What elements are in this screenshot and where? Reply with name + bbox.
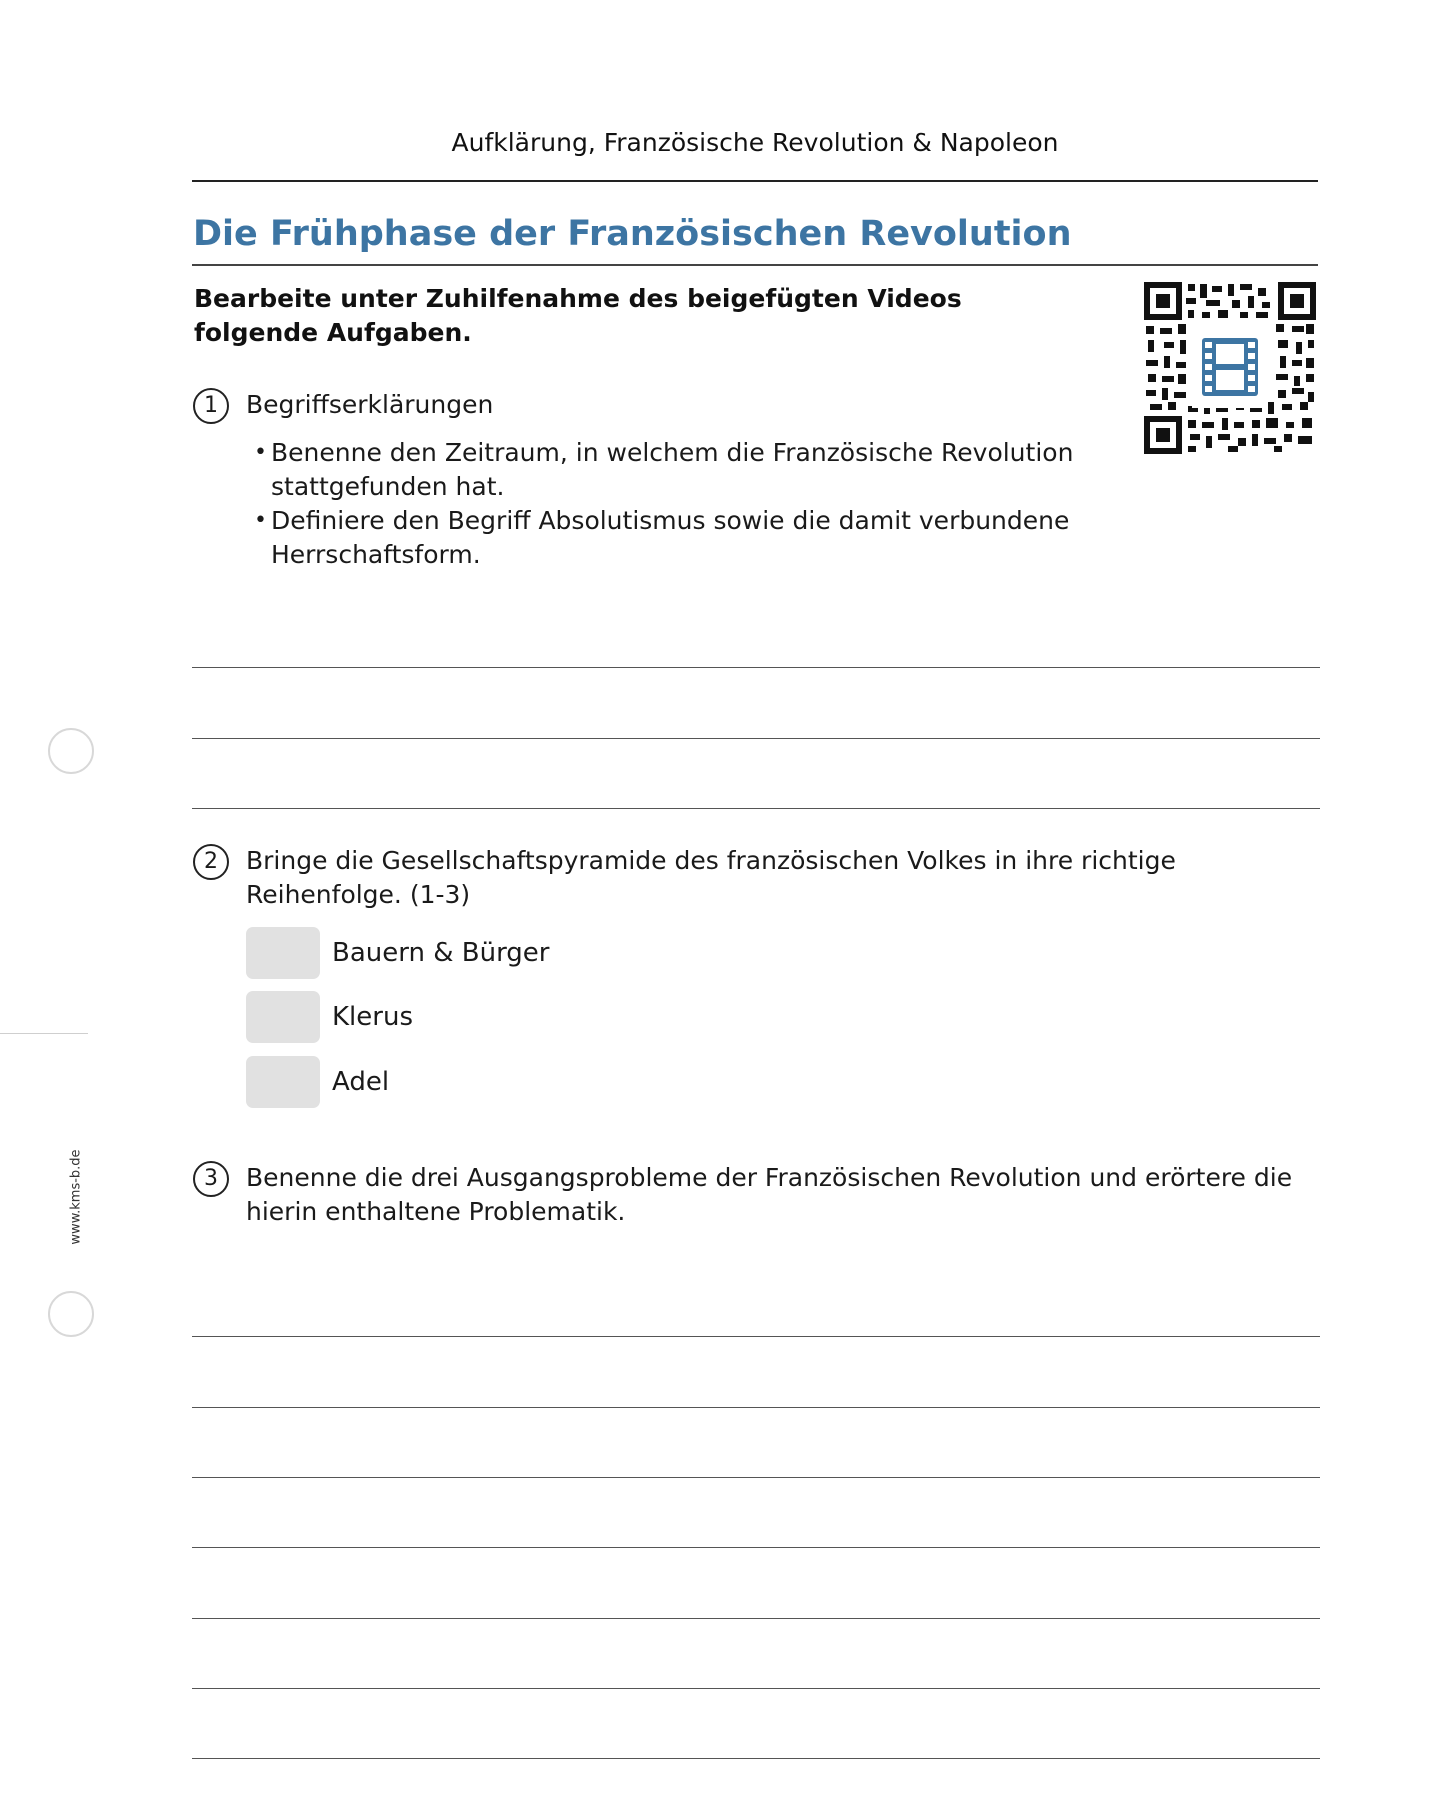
answer-line-3-6[interactable] bbox=[192, 1688, 1320, 1689]
answer-line-1-1[interactable] bbox=[192, 667, 1320, 668]
header-divider bbox=[192, 180, 1318, 182]
fold-mark bbox=[0, 1033, 88, 1034]
worksheet-header: Aufklärung, Französische Revolution & Napoleon bbox=[451, 128, 1059, 157]
video-qr-code[interactable] bbox=[1144, 282, 1316, 454]
punch-hole bbox=[48, 1291, 94, 1337]
task-1-heading: Begriffserklärungen bbox=[246, 390, 494, 419]
order-input-box[interactable] bbox=[246, 991, 320, 1043]
qr-code-icon bbox=[1144, 282, 1316, 454]
task-3-heading: Benenne die drei Ausgangsprobleme der Französischen Revolution und erörtere die hierin enthaltene Problematik. bbox=[246, 1163, 1293, 1226]
task-number-3: 3 bbox=[193, 1161, 229, 1197]
task-1-bullets bbox=[254, 436, 1074, 572]
page-title: Die Frühphase der Französischen Revolution bbox=[193, 214, 1072, 254]
answer-line-3-1[interactable] bbox=[192, 1336, 1320, 1337]
answer-line-1-3[interactable] bbox=[192, 808, 1320, 809]
title-divider bbox=[192, 264, 1318, 266]
answer-line-3-4[interactable] bbox=[192, 1547, 1320, 1548]
punch-hole bbox=[48, 728, 94, 774]
order-input-box[interactable] bbox=[246, 1056, 320, 1108]
order-input-box[interactable] bbox=[246, 927, 320, 979]
option-label: Klerus bbox=[332, 1002, 413, 1032]
task-number-2: 2 bbox=[193, 844, 229, 880]
task-1-bullet-1: • Benenne den Zeitraum, in welchem die Französische Revolution stattgefunden hat. bbox=[254, 436, 1074, 504]
task-1-bullet-2: • Definiere den Begriff Absolutismus sowie die damit verbundene Herrschaftsform. bbox=[254, 504, 1074, 572]
answer-line-3-5[interactable] bbox=[192, 1618, 1320, 1619]
task-number-1: 1 bbox=[193, 388, 229, 424]
option-label: Bauern & Bürger bbox=[332, 938, 550, 968]
publisher-url: www.kms-b.de bbox=[68, 1149, 84, 1245]
answer-line-1-2[interactable] bbox=[192, 738, 1320, 739]
task-2-heading: Bringe die Gesellschaftspyramide des französischen Volkes in ihre richtige Reihenfolge. (1-3) bbox=[246, 846, 1176, 909]
answer-line-3-2[interactable] bbox=[192, 1407, 1320, 1408]
option-label: Adel bbox=[332, 1067, 390, 1097]
answer-line-3-3[interactable] bbox=[192, 1477, 1320, 1478]
answer-line-3-7[interactable] bbox=[192, 1758, 1320, 1759]
film-icon bbox=[1192, 328, 1268, 408]
instruction-text: Bearbeite unter Zuhilfenahme des beigefügten Videos folgende Aufgaben. bbox=[194, 284, 962, 347]
